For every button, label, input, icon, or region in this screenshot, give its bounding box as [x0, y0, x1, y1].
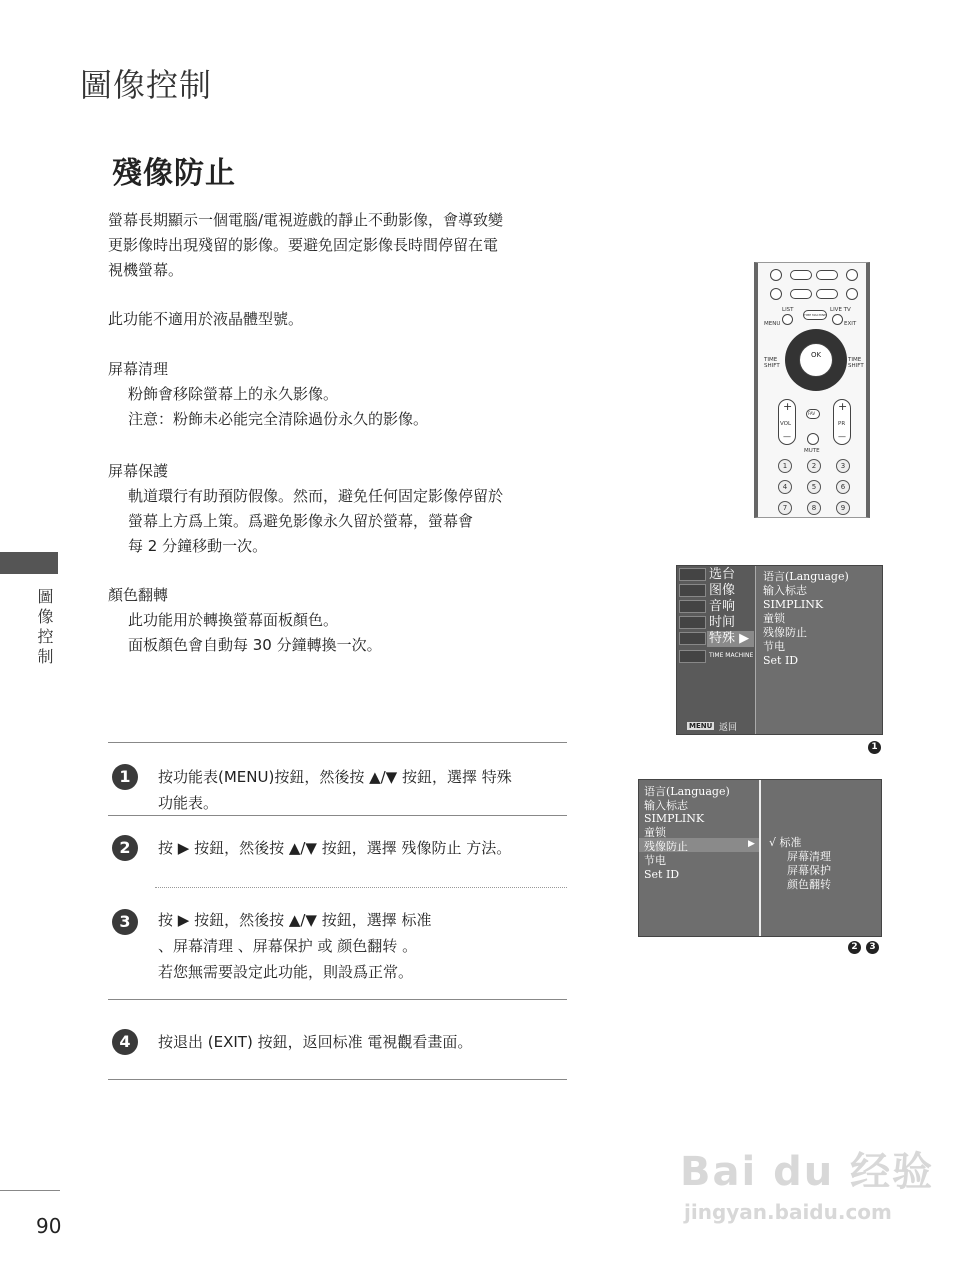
section-title: 殘像防止	[112, 156, 236, 191]
item-body	[128, 484, 568, 559]
option-icon	[679, 632, 706, 645]
step-line: 按 ▶ 按鈕，然後按 ▲/▼ 按鈕，選擇 标准	[158, 911, 432, 929]
mute-button-icon	[807, 433, 819, 445]
item-line: 每 2 分鐘移動一次。	[128, 537, 268, 555]
time-machine-label: TIME MACHINE	[803, 313, 827, 317]
skip-forward-icon	[846, 288, 858, 300]
ok-label: OK	[810, 351, 822, 359]
intro-line: 視機螢幕。	[108, 261, 184, 279]
time-icon	[679, 616, 706, 629]
option-item: 颜色翻转	[787, 878, 831, 891]
submenu-item: SIMPLINK	[763, 598, 824, 611]
number-key: 3	[836, 459, 850, 473]
number-key: 9	[836, 501, 850, 515]
option-item-selected	[769, 836, 831, 850]
step-line: 功能表。	[158, 794, 219, 812]
item-line: 面板顏色會自動每 30 分鐘轉換一次。	[128, 636, 382, 654]
step-line: 按 ▶ 按鈕，然後按 ▲/▼ 按鈕，選擇 残像防止 方法。	[158, 839, 512, 857]
figure-badge: 3	[866, 941, 879, 954]
watermark-url: jingyan.baidu.com	[684, 1200, 892, 1224]
number-key: 7	[778, 501, 792, 515]
sound-icon	[679, 600, 706, 613]
osd-main-menu	[676, 565, 883, 735]
submenu-item: 童锁	[763, 612, 785, 625]
right-arrow-icon: ▶	[748, 839, 755, 849]
time-machine-icon	[679, 650, 706, 663]
submenu-item: Set ID	[763, 654, 799, 667]
step-line: 、屏幕清理 、屏幕保护 或 颜色翻转 。	[158, 937, 418, 955]
submenu-item: 输入标志	[763, 584, 807, 597]
vol-plus: +	[783, 400, 793, 413]
figure-badge: 2	[848, 941, 861, 954]
sidebar-label: 圖像控制	[35, 588, 54, 668]
step-text	[158, 835, 568, 861]
step-line: 若您無需要設定此功能，則設爲正常。	[158, 963, 414, 981]
option-item: 屏幕保护	[787, 864, 831, 877]
item-heading: 顏色翻轉	[108, 586, 169, 604]
rewind-icon	[790, 289, 812, 299]
pause-button-icon	[816, 270, 838, 280]
pr-plus: +	[838, 400, 848, 413]
menu-item: 输入标志	[644, 799, 688, 812]
pr-minus: —	[838, 432, 846, 441]
menu-item-selected: 特殊 ▶	[709, 631, 750, 646]
item-line: 注意：粉飾未必能完全清除過份永久的影像。	[128, 410, 429, 428]
step-line: 按退出 (EXIT) 按鈕，返回标准 電視觀看畫面。	[158, 1033, 473, 1051]
item-line: 螢幕上方爲上策。爲避免影像永久留於螢幕，螢幕會	[128, 512, 474, 530]
back-label: 返回	[719, 723, 738, 733]
menu-item: 图像	[709, 583, 736, 598]
menu-label: MENU	[764, 321, 781, 327]
step-number: 4	[112, 1029, 138, 1055]
list-label: LIST	[782, 307, 794, 313]
list-button-icon	[782, 314, 793, 325]
time-machine-label: TIME MACHINE	[709, 652, 754, 659]
osd-option-menu	[638, 779, 882, 937]
step-line: 按功能表(MENU)按鈕，然後按 ▲/▼ 按鈕，選擇 特殊	[158, 768, 512, 786]
submenu-list	[763, 570, 849, 668]
page-header-title: 圖像控制	[80, 66, 213, 104]
number-key: 6	[836, 480, 850, 494]
stop-button-icon	[846, 269, 858, 281]
item-heading: 屏幕清理	[108, 360, 169, 378]
step-number: 2	[112, 835, 138, 861]
page-number-rule	[0, 1190, 60, 1191]
page-number: 90	[36, 1214, 62, 1238]
menu-item: 语言(Language)	[644, 785, 730, 798]
menu-item-selected: 残像防止	[644, 840, 688, 853]
live-tv-label: LIVE TV	[830, 307, 851, 313]
intro-paragraph	[108, 208, 568, 283]
menu-item: SIMPLINK	[644, 812, 705, 825]
step-number: 1	[112, 764, 138, 790]
number-key: 4	[778, 480, 792, 494]
live-tv-button-icon	[832, 314, 843, 325]
step-number: 3	[112, 909, 138, 935]
play-button-icon	[790, 270, 812, 280]
figure-badge: 1	[868, 741, 881, 754]
record-button-icon	[770, 269, 782, 281]
item-body	[128, 608, 568, 658]
number-key: 2	[807, 459, 821, 473]
fav-label: FAV	[808, 411, 816, 416]
step-text	[158, 907, 568, 985]
intro-line: 更影像時出現殘留的影像。要避免固定影像長時間停留在電	[108, 236, 499, 254]
divider	[108, 1079, 567, 1080]
divider	[108, 742, 567, 743]
picture-icon	[679, 584, 706, 597]
skip-back-icon	[770, 288, 782, 300]
intro-line: 螢幕長期顯示一個電腦/電視遊戲的靜止不動影像，會導致變	[108, 211, 504, 229]
exit-label: EXIT	[844, 321, 857, 327]
mute-label: MUTE	[804, 448, 820, 454]
menu-item: Set ID	[644, 868, 680, 881]
item-line: 粉飾會移除螢幕上的永久影像。	[128, 385, 339, 403]
menu-key-label: MENU	[689, 722, 713, 730]
item-line: 軌道環行有助預防假像。然而，避免任何固定影像停留於	[128, 487, 504, 505]
channel-icon	[679, 568, 706, 581]
option-item: 屏幕清理	[787, 850, 831, 863]
menu-item: 音响	[709, 599, 736, 614]
number-key: 5	[807, 480, 821, 494]
watermark-logo: Bai du 经验	[680, 1149, 935, 1195]
remote-control-illustration	[754, 262, 870, 518]
number-key: 1	[778, 459, 792, 473]
ok-button-icon	[799, 343, 833, 377]
check-icon: √	[769, 836, 777, 849]
menu-item: 时间	[709, 615, 736, 630]
number-key: 8	[807, 501, 821, 515]
menu-item: 节电	[644, 854, 666, 867]
option-list	[769, 836, 831, 892]
vol-label: VOL	[780, 421, 792, 427]
menu-item: 选台	[709, 567, 736, 582]
dotted-divider	[155, 887, 567, 888]
divider	[108, 999, 567, 1000]
fast-forward-icon	[816, 289, 838, 299]
submenu-item: 残像防止	[763, 626, 807, 639]
submenu-item: 语言(Language)	[763, 570, 849, 583]
note-text: 此功能不適用於液晶體型號。	[108, 310, 304, 328]
time-shift-label-right: TIME SHIFT	[848, 357, 864, 369]
time-shift-label-left: TIME SHIFT	[764, 357, 780, 369]
submenu-item: 节电	[763, 640, 785, 653]
step-text	[158, 1029, 568, 1055]
menu-item: 童锁	[644, 826, 666, 839]
item-heading: 屏幕保護	[108, 462, 169, 480]
step-text	[158, 764, 568, 816]
option-label: 标准	[779, 836, 802, 849]
vol-minus: —	[783, 432, 791, 441]
divider	[108, 815, 567, 816]
item-line: 此功能用於轉換螢幕面板顏色。	[128, 611, 339, 629]
item-body	[128, 382, 568, 432]
sidebar-tab-marker	[0, 552, 58, 574]
pr-label: PR	[838, 421, 846, 427]
